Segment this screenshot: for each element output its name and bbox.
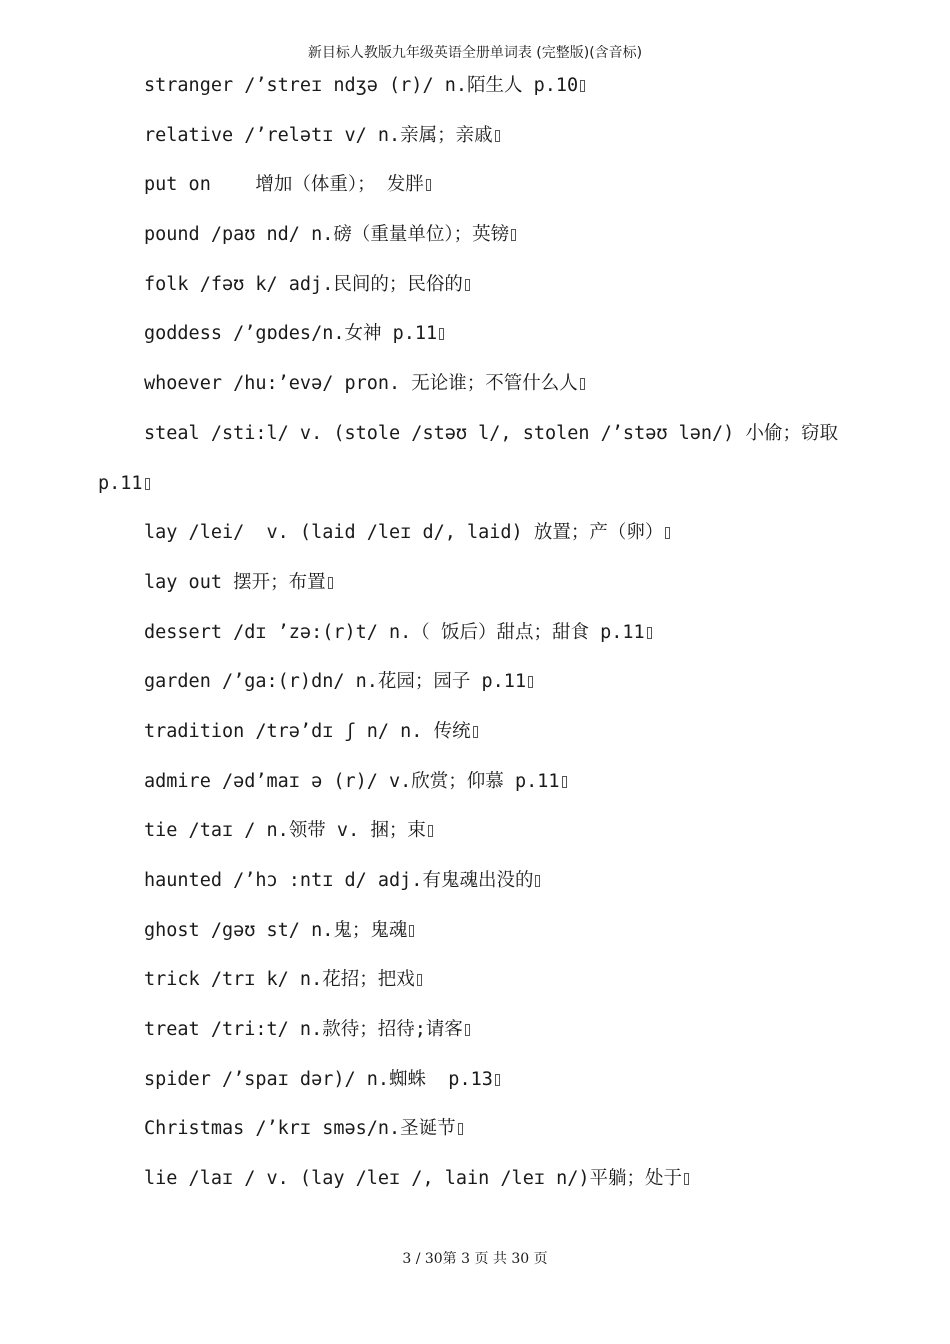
vocab-entry-text: Christmas /’krɪ sməs/n.圣诞节 — [144, 1118, 456, 1140]
vocab-entry-text: whoever /hu:’evə/ pron. 无论谁；不管什么人 — [144, 373, 578, 395]
paragraph-mark-icon — [580, 80, 585, 92]
vocab-entry — [0, 913, 950, 963]
paragraph-mark-icon — [473, 726, 478, 738]
vocab-entry — [0, 714, 950, 764]
vocab-entry-text: pound /paʊ nd/ n.磅（重量单位）；英镑 — [144, 224, 510, 246]
vocab-entry-text: ghost /gəʊ st/ n.鬼；鬼魂 — [144, 919, 408, 941]
vocab-entry — [0, 863, 950, 913]
paragraph-mark-icon — [495, 130, 500, 142]
vocab-entry — [0, 1111, 950, 1161]
paragraph-mark-icon — [426, 179, 431, 191]
vocab-entry-text: stranger /’streɪ ndʒə (r)/ n.陌生人 p.10 — [144, 75, 579, 96]
vocab-entry — [0, 962, 950, 1012]
vocab-entry — [0, 366, 950, 416]
paragraph-mark-icon — [562, 776, 567, 788]
vocab-entry-text: treat /tri:t/ n.款待；招待;请客 — [144, 1019, 463, 1041]
paragraph-mark-icon — [465, 1024, 470, 1036]
vocab-entry-text: put on 增加（体重）； 发胖 — [144, 174, 424, 196]
vocab-entry — [0, 664, 950, 714]
paragraph-mark-icon — [145, 478, 150, 490]
vocab-entry-text: lay out 摆开；布置 — [144, 571, 326, 593]
paragraph-mark-icon — [535, 875, 540, 887]
paragraph-mark-icon — [665, 527, 670, 539]
vocab-entry-text: goddess /’gɒdes/n.女神 p.11 — [144, 323, 438, 345]
vocab-entry-text: garden /’ga:(r)dn/ n.花园；园子 p.11 — [144, 671, 527, 693]
paragraph-mark-icon — [458, 1123, 463, 1135]
paragraph-mark-icon — [511, 229, 516, 241]
paragraph-mark-icon — [465, 279, 470, 291]
vocab-entry — [0, 615, 950, 665]
vocab-entry — [0, 565, 950, 615]
vocab-entry-text: relative /’relətɪ v/ n.亲属；亲戚 — [144, 124, 493, 146]
vocab-entry-text: tie /taɪ / n.领带 v. 捆；束 — [144, 820, 426, 842]
vocab-entry — [0, 1012, 950, 1062]
paragraph-mark-icon — [684, 1173, 689, 1185]
paragraph-mark-icon — [495, 1074, 500, 1086]
paragraph-mark-icon — [417, 974, 422, 986]
vocab-entry-text: trick /trɪ k/ n.花招；把戏 — [144, 969, 415, 991]
vocab-entry — [0, 813, 950, 863]
vocab-entry — [0, 1161, 950, 1211]
vocab-entry-text: haunted /’hɔ :ntɪ d/ adj.有鬼魂出没的 — [144, 870, 534, 891]
page-footer: 3 / 30第 3 页 共 30 页 — [402, 1251, 548, 1267]
vocab-entry-text: admire /əd’maɪ ə (r)/ v.欣赏；仰慕 p.11 — [144, 770, 560, 792]
vocab-entry — [0, 118, 950, 168]
paragraph-mark-icon — [328, 577, 333, 589]
vocab-entry-text: lie /laɪ / v. (lay /leɪ /, lain /leɪ n/)平躺；处于 — [144, 1168, 683, 1190]
vocab-entry-text: dessert /dɪ ’zə:(r)t/ n.（ 饭后）甜点；甜食 p.11 — [144, 621, 645, 643]
vocab-entry-text: spider /’spaɪ dər)/ n.蜘蛛 p.13 — [144, 1068, 493, 1090]
page-header: 新目标人教版九年级英语全册单词表 (完整版)(含音标) — [307, 45, 643, 61]
vocab-entry — [0, 267, 950, 317]
paragraph-mark-icon — [409, 925, 414, 937]
vocab-entry — [0, 515, 950, 565]
vocab-entry — [0, 167, 950, 217]
paragraph-mark-icon — [428, 825, 433, 837]
vocab-entry — [0, 68, 950, 118]
vocab-entry — [0, 217, 950, 267]
vocab-entry — [0, 764, 950, 814]
vocab-entry — [0, 1062, 950, 1112]
vocab-entry — [0, 416, 950, 466]
vocab-entry-text: folk /fəʊ k/ adj.民间的；民俗的 — [144, 273, 463, 295]
paragraph-mark-icon — [439, 328, 444, 340]
vocab-entry-text: tradition /trə’dɪ ʃ n/ n. 传统 — [144, 720, 471, 742]
vocabulary-list — [0, 68, 950, 1211]
vocab-entry-text: lay /lei/ v. (laid /leɪ d/, laid) 放置；产（卵） — [144, 522, 664, 544]
paragraph-mark-icon — [580, 378, 585, 390]
paragraph-mark-icon — [647, 627, 652, 639]
vocab-entry — [0, 316, 950, 366]
vocab-entry-continuation — [0, 466, 950, 516]
vocab-entry-text: steal /sti:l/ v. (stole /stəʊ l/, stolen /’stəʊ lən/) 小偷；窃取 — [144, 422, 838, 444]
paragraph-mark-icon — [528, 676, 533, 688]
vocab-entry-text: p.11 — [98, 472, 143, 494]
